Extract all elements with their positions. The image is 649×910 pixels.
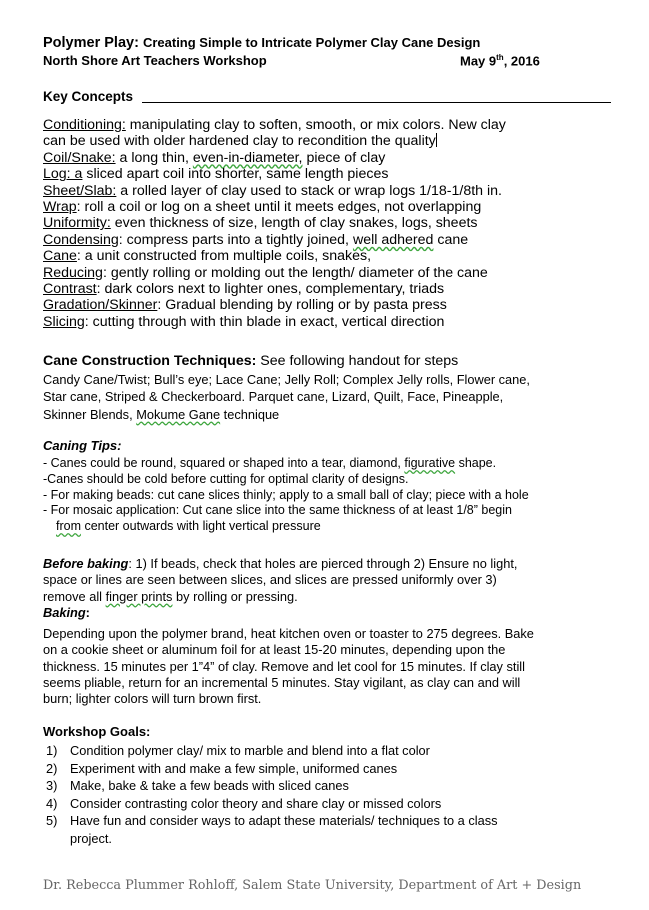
definition-conditioning: Conditioning: manipulating clay to soften, smooth, or mix colors. New clay [43, 117, 506, 133]
definition-slicing: Slicing: cutting through with thin blade in exact, vertical direction [43, 313, 445, 330]
cane-construction-body: Candy Cane/Twist; Bull’s eye; Lace Cane; Jelly Roll; Complex Jelly rolls, Flower cane, Star cane, Striped & Checkerboard. Parquet cane, Lizard, Quilt, Face, Pineapple, Skinner Blends, Mokume Gane technique [43, 372, 530, 422]
definition-cane: Cane: a unit constructed from multiple coils, snakes, [43, 248, 372, 265]
workshop-goals-heading: Workshop Goals: [43, 724, 151, 739]
definition-reducing: Reducing: gently rolling or molding out the length/ diameter of the cane [43, 264, 488, 281]
tip-item-cont: from center outwards with light vertical pressure [56, 519, 321, 534]
definition-coil: Coil/Snake: a long thin, even-in-diameter, piece of clay [43, 149, 386, 166]
definition-uniformity: Uniformity: even thickness of size, length of clay snakes, logs, sheets [43, 215, 478, 232]
list-item: 2) Experiment with and make a few simple, uniformed canes [46, 760, 398, 776]
list-item: 5) Have fun and consider ways to adapt these materials/ techniques to a class [46, 813, 498, 829]
cane-construction-heading: Cane Construction Techniques: See following handout for steps [43, 353, 459, 369]
page-footer: Dr. Rebecca Plummer Rohloff, Salem State University, Department of Art + Design [43, 878, 582, 893]
key-concepts-rule [142, 102, 611, 103]
list-item-cont: project. [70, 830, 112, 846]
tip-item: - For mosaic application: Cut cane slice into the same thickness of at least 1/8” begin [43, 503, 512, 518]
definition-gradation: Gradation/Skinner: Gradual blending by rolling or by pasta press [43, 297, 447, 314]
workshop-goals-list [46, 742, 498, 848]
baking-heading: Baking [43, 604, 86, 620]
title-main: Polymer Play: [43, 35, 139, 51]
definition-condensing: Condensing: compress parts into a tightly joined, well adhered cane [43, 231, 469, 248]
definition-log: Log: a sliced apart coil into shorter, same length pieces [43, 166, 389, 183]
title-subtitle: Creating Simple to Intricate Polymer Clay Cane Design [142, 35, 481, 50]
caning-tips-heading: Caning Tips: [43, 438, 122, 453]
definition-wrap: Wrap: roll a coil or log on a sheet until it meets edges, not overlapping [43, 199, 482, 216]
list-item: 3) Make, bake & take a few beads with sliced canes [46, 778, 349, 794]
workshop-name: North Shore Art Teachers Workshop [43, 53, 267, 68]
definition-conditioning-cont: can be used with older hardened clay to recondition the quality [43, 133, 436, 150]
baking-body: Depending upon the polymer brand, heat kitchen oven or toaster to 275 degrees. Bake on a cookie sheet or aluminum foil for at least 15-20 minutes, depending upon the thickness. 15 minutes per 1”4” of clay. Remove and let cool for 15 minutes. If clay still seems pliable, return for an incremental 5 minutes. Stay vigilant, as clay can and will burn; lighter colors will turn brown first. [43, 626, 534, 707]
tip-item: -Canes should be cold before cutting for optimal clarity of designs. [43, 471, 409, 486]
caning-tips-list [43, 456, 529, 535]
tip-item: - Canes could be round, squared or shaped into a tear, diamond, figurative shape. [43, 456, 497, 470]
before-baking-section: Before baking: 1) If beads, check that holes are pierced through 2) Ensure no light, space or lines are seen between slices, and slices are pressed uniformly over 3) remove all finger prints by rolling or pressing. Baking: [43, 556, 518, 620]
key-concepts-heading: Key Concepts [43, 89, 134, 104]
definition-contrast: Contrast: dark colors next to lighter ones, complementary, triads [43, 281, 445, 298]
text-cursor [436, 133, 437, 147]
tip-item: - For making beads: cut cane slices thinly; apply to a small ball of clay; piece with a hole [43, 487, 529, 502]
list-item: 4) Consider contrasting color theory and share clay or missed colors [46, 795, 442, 811]
document-title [43, 35, 480, 51]
definition-sheet: Sheet/Slab: a rolled layer of clay used to stack or wrap logs 1/18-1/8th in. [43, 182, 502, 199]
definitions-list [43, 117, 506, 330]
list-item: 1) Condition polymer clay/ mix to marble and blend into a flat color [46, 743, 430, 758]
workshop-date: May 9th, 2016 [460, 53, 540, 69]
